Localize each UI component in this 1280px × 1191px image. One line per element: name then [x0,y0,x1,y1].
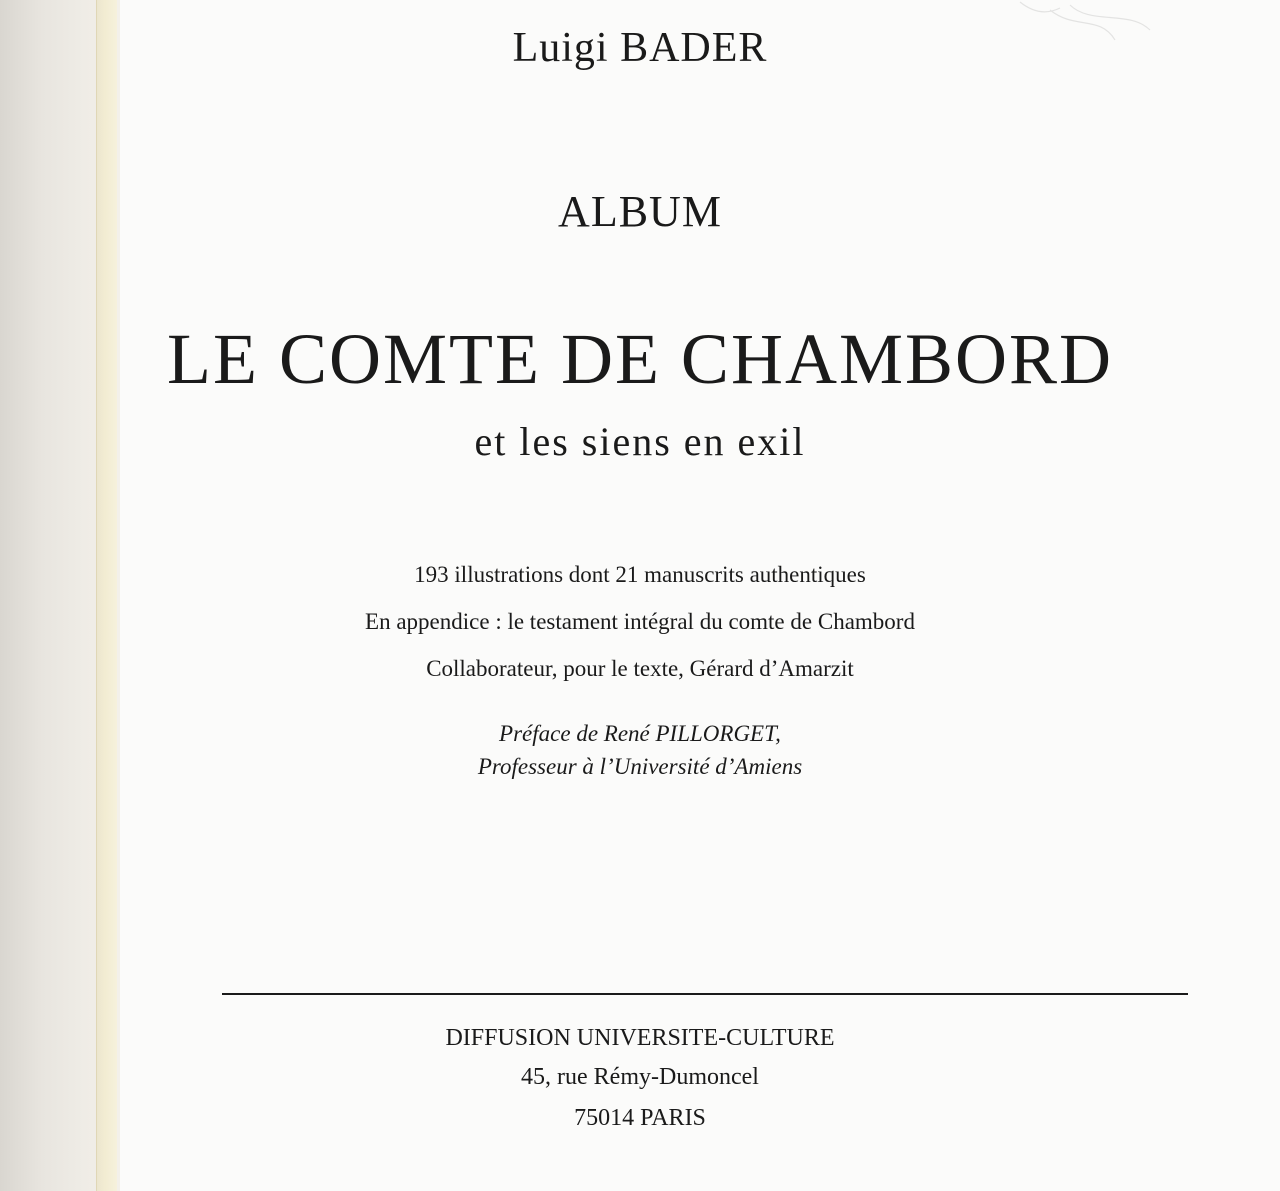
publisher-name: DIFFUSION UNIVERSITE-CULTURE [445,1025,835,1051]
book-subtitle: et les siens en exil [474,419,806,464]
separator-rule [222,993,1188,995]
series-label: ALBUM [558,187,722,236]
title-page [120,0,1280,1191]
appendix-note: En appendice : le testament intégral du comte de Chambord [365,609,915,634]
collaborator-note: Collaborateur, pour le texte, Gérard d’Amarzit [426,656,854,681]
author-name: Luigi BADER [512,25,768,71]
preface-affiliation: Professeur à l’Université d’Amiens [477,754,803,779]
illustrations-note: 193 illustrations dont 21 manuscrits authentiques [414,562,866,587]
publisher-city: 75014 PARIS [574,1105,706,1131]
book-spine-edge [96,0,117,1191]
preface-author: Préface de René PILLORGET, [499,721,781,746]
book-title: LE COMTE DE CHAMBORD [166,319,1113,399]
publisher-address: 45, rue Rémy-Dumoncel [521,1064,759,1090]
